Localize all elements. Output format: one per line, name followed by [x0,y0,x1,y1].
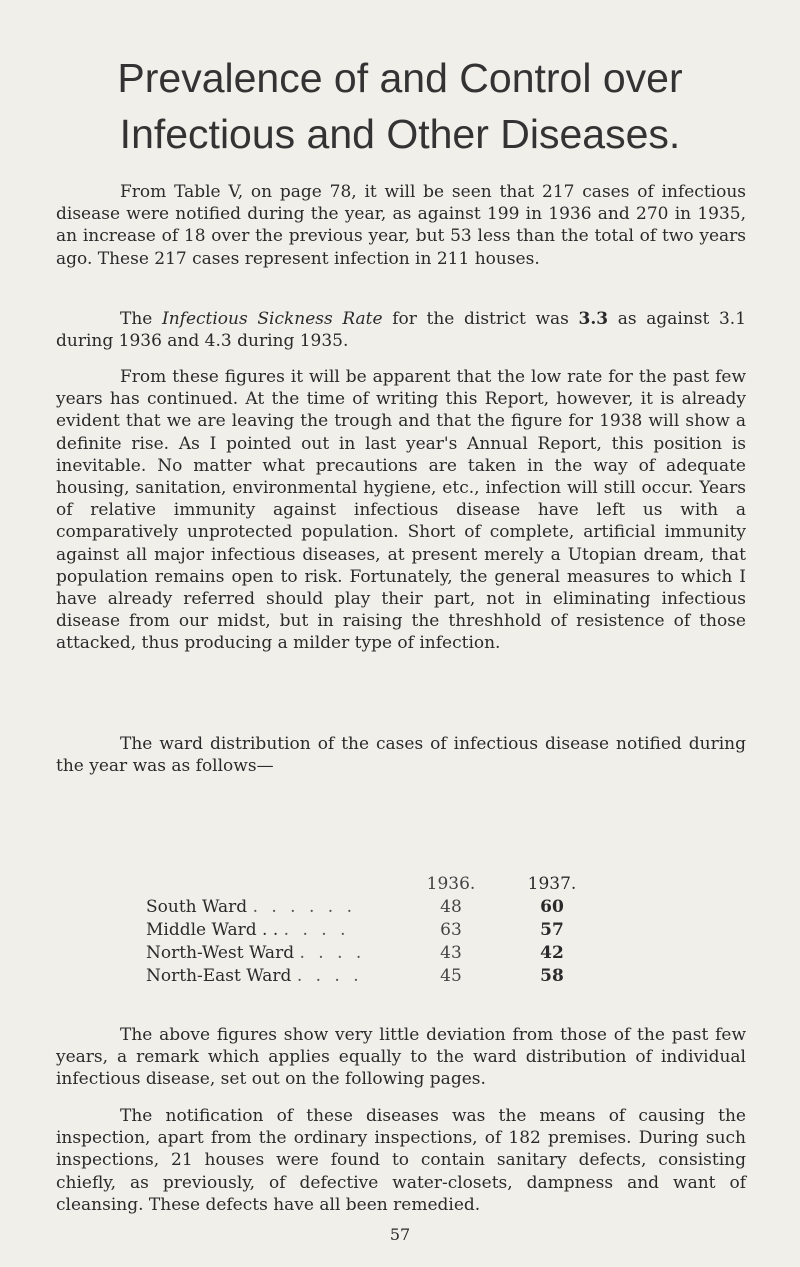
cases-1936: 63 [440,920,462,940]
leader-dots: . . . . [299,943,366,963]
column-header-1936: 1936. [426,874,476,894]
cases-1937: 42 [540,943,564,963]
cases-1937: 58 [540,966,564,986]
sickness-rate-mid: for the district was [382,309,579,329]
paragraph-discussion: From these figures it will be apparent that the low rate for the past few years has continued. At the time of writing this Report, however, it is already evident that we are leaving the trough and that the figure for 1938 will show a definite rise. As I pointed out in last year's Annual Report, this position is inevitable. No matter what precautions are taken in the way of adequate housing, sanitation, environmental hygiene, etc., infection will still occur. Years of relative immunity against infectious disease have left us with a comparatively unprotected population. Short of complete, artificial immunity against all major infectious diseases, at present merely a Utopian dream, that population remains open to risk. Fortunately, the general measures to which I have already referred should play their part, not in eliminating infectious disease from our midst, but in raising the threshhold of resistence of those attacked, thus producing a milder type of infection. [56,367,746,654]
leader-dots: . . . . . . [252,897,357,917]
sickness-rate-pre: The [120,309,162,329]
cases-1936: 43 [440,943,462,963]
cases-1936: 45 [440,966,462,986]
leader-dots: . . . . [283,920,350,940]
paragraph-ward-intro: The ward distribution of the cases of infectious disease notified during the year was as follows— [56,734,746,777]
sickness-rate-post: as against 3.1 during 1936 and 4.3 during 1935. [56,309,747,352]
sickness-rate-term: Infectious Sickness Rate [162,309,383,329]
ward-name: South Ward [146,897,248,917]
table-row [146,919,602,942]
sickness-rate-value: 3.3 [578,309,609,329]
table-row [146,942,602,965]
leader-dots: . . . . [296,966,363,986]
table-row [146,965,602,988]
table-row [146,896,602,919]
table-header-row [146,873,602,896]
paragraph-sickness-rate [56,308,746,352]
paragraph-case-totals: From Table V, on page 78, it will be seen that 217 cases of infectious disease were notified during the year, as against 199 in 1936 and 270 in 1935, an increase of 18 over the previous year, but 53 less than the total of two years ago. These 217 cases represent infection in 211 houses. [56,182,746,269]
ward-name: North-West Ward [146,943,295,963]
cases-1937: 57 [540,920,564,940]
paragraph-ward-remark: The above figures show very little deviation from those of the past few years, a remark which applies equally to the ward distribution of individual infectious disease, set out on the following pages. [56,1025,746,1090]
ward-name: Middle Ward . . [146,920,279,940]
cases-1937: 60 [540,897,564,917]
cases-1936: 48 [440,897,462,917]
page-title: Prevalence of and Control over Infectious and Other Diseases. [117,55,683,157]
ward-name: North-East Ward [146,966,292,986]
paragraph-inspections: The notification of these diseases was the means of causing the inspection, apart from the ordinary inspections, of 182 premises. During such inspections, 21 houses were found to contain sanitary defects, consisting chiefly, as previously, of defective water-closets, dampness and want of cleansing. These defects have all been remedied. [56,1106,746,1215]
ward-distribution-table [146,873,602,988]
column-header-1937: 1937. [527,874,577,894]
page-number: 57 [389,1225,411,1244]
